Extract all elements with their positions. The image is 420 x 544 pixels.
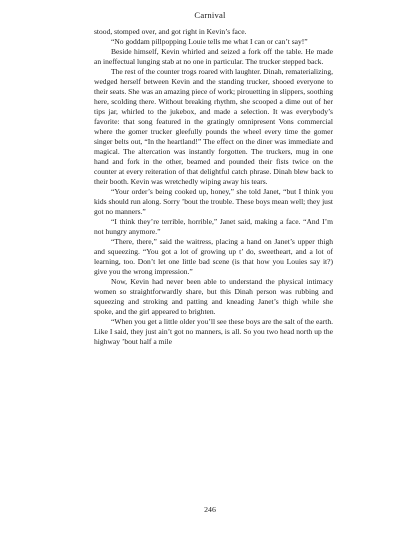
paragraph: stood, stomped over, and got right in Kevin’s face.	[94, 27, 247, 36]
page-number: 246	[204, 505, 216, 514]
paragraph: “I think they’re terrible, horrible,” Janet said, making a face. “And I’m not hungry anymore.”	[94, 216, 333, 236]
paragraph: “When you get a little older you’ll see these boys are the salt of the earth. Like I said, they just ain’t got no manners, is all. So you two head north up the highway ’bout half a mile	[94, 316, 333, 346]
paragraph: “Your order’s being cooked up, honey,” she told Janet, “but I think you kids should run along. Sorry ’bout the trouble. These boys mean well; they just got no manners.”	[94, 186, 333, 216]
running-head: Carnival	[194, 10, 226, 20]
paragraph: The rest of the counter trogs roared with laughter. Dinah, rematerializing, wedged herself between Kevin and the standing trucker, shooed everyone to their seats. She was an amazing piece of work; pirouetting in slippers, soothing here, scolding there. Without breaking rhythm, she scooped a dime out of her tips jar, whirled to the jukebox, and made a selection. It was everybody’s favorite: that song featured in the gratingly omnipresent Vons commercial where the gomer trucker gleefully pounds the wheel every time the gomer singer belts out, “In the heartland!” The effect on the diner was immediate and magical. The altercation was instantly forgotten. The truckers, mug in one hand and fork in the other, beamed and pounded their fists twice on the counter at every reiteration of that delightful catch phrase. Dinah blew back to their booth. Kevin was wretchedly wiping away his tears.	[94, 66, 333, 186]
paragraph: “No goddam pillpopping Louie tells me what I can or can’t say!”	[111, 36, 308, 46]
paragraph: Beside himself, Kevin whirled and seized a fork off the table. He made an ineffectual lunging stab at no one in particular. The trucker stepped back.	[94, 46, 333, 66]
paragraph: “There, there,” said the waitress, placing a hand on Janet’s upper thigh and squeezing. “You got a lot of growing up t’ do, sweetheart, and a lot of learning, too. Don’t let one little bad scene (is that how you Louies say it?) give you the wrong impression.”	[94, 236, 333, 276]
body-text	[94, 27, 333, 347]
paragraph: Now, Kevin had never been able to understand the physical intimacy women so straightforwardly share, but this Dinah person was rubbing and squeezing and stroking and patting and kneading Janet’s thigh while she spoke, and the girl appeared to brighten.	[94, 276, 333, 316]
